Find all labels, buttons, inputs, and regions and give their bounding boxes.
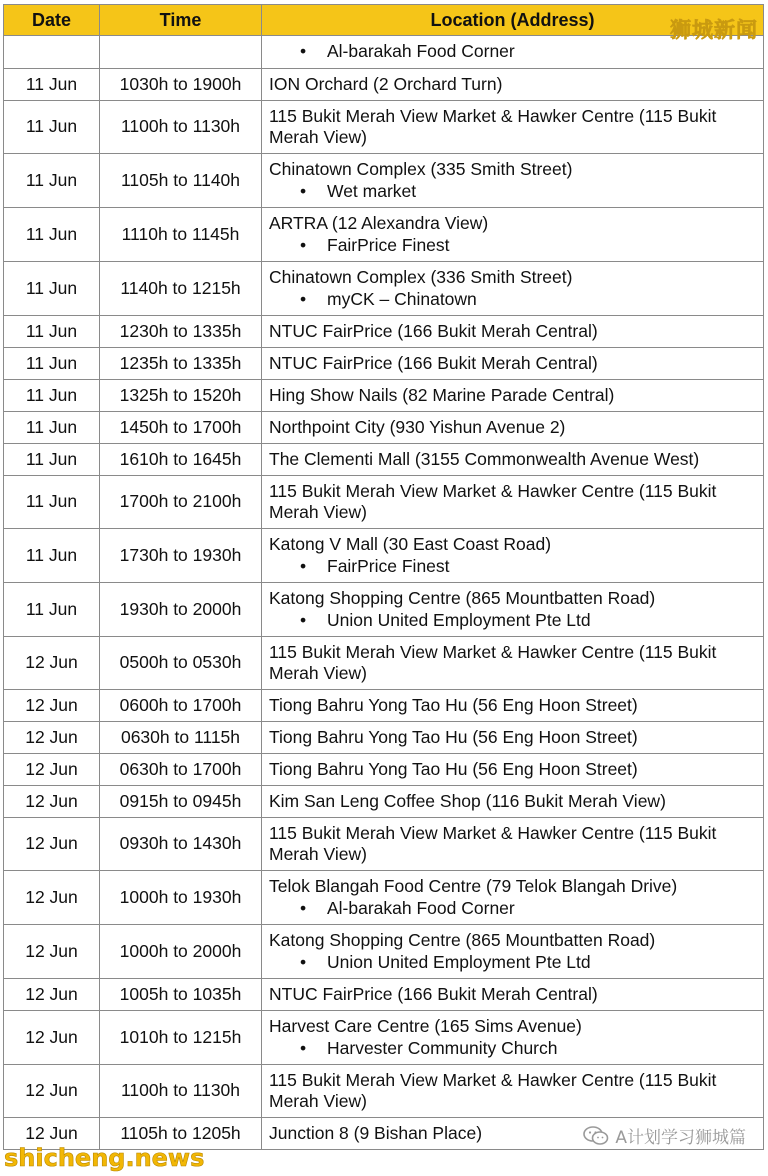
cell-time: 1010h to 1215h — [100, 1011, 262, 1065]
cell-location — [262, 69, 764, 101]
cell-date: 11 Jun — [4, 69, 100, 101]
cell-date: 11 Jun — [4, 444, 100, 476]
location-sub-bullet — [269, 235, 759, 257]
table-row — [4, 348, 764, 380]
table-row — [4, 979, 764, 1011]
table-row — [4, 690, 764, 722]
cell-date: 12 Jun — [4, 754, 100, 786]
table-row — [4, 786, 764, 818]
location-name: Harvest Care Centre (165 Sims Avenue) — [269, 1016, 582, 1036]
location-name: 115 Bukit Merah View Market & Hawker Centre (115 Bukit Merah View) — [269, 105, 717, 147]
location-name: Katong Shopping Centre (865 Mountbatten Road) — [269, 930, 656, 950]
cell-location — [262, 101, 764, 154]
location-sub-bullet — [269, 181, 759, 203]
location-name: NTUC FairPrice (166 Bukit Merah Central) — [269, 983, 598, 1004]
cell-time: 1730h to 1930h — [100, 529, 262, 583]
location-sub-label: Wet market — [327, 180, 417, 201]
cell-time: 0630h to 1115h — [100, 722, 262, 754]
cell-time: 1450h to 1700h — [100, 412, 262, 444]
location-sub-bullet — [269, 952, 759, 974]
cell-location — [262, 1065, 764, 1118]
location-sub-bullet — [269, 41, 759, 63]
location-name: 115 Bukit Merah View Market & Hawker Centre (115 Bukit Merah View) — [269, 480, 717, 522]
location-sub-label: Union United Employment Pte Ltd — [327, 609, 591, 630]
cell-date: 11 Jun — [4, 380, 100, 412]
watermark-bottom-right-text: A计划学习狮城篇 — [615, 1128, 746, 1148]
cell-date: 11 Jun — [4, 262, 100, 316]
table-row — [4, 871, 764, 925]
table-row — [4, 754, 764, 786]
cell-location — [262, 979, 764, 1011]
location-name: Junction 8 (9 Bishan Place) — [269, 1122, 483, 1143]
location-sub-bullet — [269, 556, 759, 578]
location-name: Tiong Bahru Yong Tao Hu (56 Eng Hoon Street) — [269, 726, 638, 747]
cell-date: 11 Jun — [4, 208, 100, 262]
cell-location — [262, 380, 764, 412]
table-header-row — [4, 5, 764, 36]
table-body — [4, 36, 764, 1150]
cell-location — [262, 818, 764, 871]
table-row — [4, 380, 764, 412]
table-row — [4, 722, 764, 754]
watermark-top-right: 狮城新闻 — [670, 18, 758, 42]
cell-location — [262, 786, 764, 818]
cell-date: 12 Jun — [4, 786, 100, 818]
cell-location — [262, 316, 764, 348]
cell-location — [262, 871, 764, 925]
cell-date: 12 Jun — [4, 925, 100, 979]
location-sub-bullet — [269, 898, 759, 920]
cell-location — [262, 262, 764, 316]
table-row — [4, 637, 764, 690]
cell-location — [262, 208, 764, 262]
wechat-icon — [583, 1126, 609, 1146]
cell-date: 12 Jun — [4, 690, 100, 722]
locations-table — [3, 4, 764, 1150]
cell-date: 11 Jun — [4, 348, 100, 380]
table-row — [4, 69, 764, 101]
cell-date — [4, 36, 100, 69]
table-row — [4, 412, 764, 444]
cell-location — [262, 348, 764, 380]
cell-time: 0600h to 1700h — [100, 690, 262, 722]
location-sub-label: FairPrice Finest — [327, 234, 450, 255]
cell-time: 1110h to 1145h — [100, 208, 262, 262]
location-sub-bullet — [269, 1038, 759, 1060]
location-sub-label: Harvester Community Church — [327, 1037, 558, 1058]
cell-time: 1930h to 2000h — [100, 583, 262, 637]
location-name: Chinatown Complex (335 Smith Street) — [269, 159, 573, 179]
cell-date: 12 Jun — [4, 637, 100, 690]
location-name: 115 Bukit Merah View Market & Hawker Centre (115 Bukit Merah View) — [269, 822, 717, 864]
header-time: Time — [100, 5, 262, 36]
cell-date: 11 Jun — [4, 583, 100, 637]
cell-time: 1105h to 1205h — [100, 1118, 262, 1150]
cell-time: 1100h to 1130h — [100, 101, 262, 154]
location-sub-label: myCK – Chinatown — [327, 288, 477, 309]
table-row — [4, 444, 764, 476]
cell-date: 12 Jun — [4, 1065, 100, 1118]
cell-date: 12 Jun — [4, 722, 100, 754]
location-name: NTUC FairPrice (166 Bukit Merah Central) — [269, 352, 598, 373]
cell-time: 0915h to 0945h — [100, 786, 262, 818]
table-row — [4, 36, 764, 69]
cell-date: 11 Jun — [4, 412, 100, 444]
location-sub-label: Union United Employment Pte Ltd — [327, 951, 591, 972]
location-sub-label: Al-barakah Food Corner — [327, 897, 515, 918]
table-row — [4, 818, 764, 871]
table-row — [4, 476, 764, 529]
location-name: Kim San Leng Coffee Shop (116 Bukit Merah View) — [269, 790, 666, 811]
watermark-bottom-right — [583, 1123, 746, 1148]
header-date: Date — [4, 5, 100, 36]
location-sub-bullet — [269, 289, 759, 311]
cell-date: 11 Jun — [4, 154, 100, 208]
cell-location — [262, 476, 764, 529]
cell-date: 12 Jun — [4, 1011, 100, 1065]
cell-time — [100, 36, 262, 69]
cell-date: 12 Jun — [4, 818, 100, 871]
cell-time: 1230h to 1335h — [100, 316, 262, 348]
cell-time: 0630h to 1700h — [100, 754, 262, 786]
location-name: Katong V Mall (30 East Coast Road) — [269, 534, 552, 554]
cell-date: 12 Jun — [4, 871, 100, 925]
location-name: Telok Blangah Food Centre (79 Telok Blangah Drive) — [269, 876, 678, 896]
table-row — [4, 925, 764, 979]
location-name: 115 Bukit Merah View Market & Hawker Centre (115 Bukit Merah View) — [269, 641, 717, 683]
cell-time: 1325h to 1520h — [100, 380, 262, 412]
cell-location — [262, 529, 764, 583]
cell-time: 1100h to 1130h — [100, 1065, 262, 1118]
cell-time: 1610h to 1645h — [100, 444, 262, 476]
cell-location — [262, 412, 764, 444]
cell-time: 1105h to 1140h — [100, 154, 262, 208]
location-name: Northpoint City (930 Yishun Avenue 2) — [269, 416, 566, 437]
cell-date: 11 Jun — [4, 529, 100, 583]
location-name: Katong Shopping Centre (865 Mountbatten Road) — [269, 588, 656, 608]
cell-date: 11 Jun — [4, 316, 100, 348]
cell-time: 1030h to 1900h — [100, 69, 262, 101]
location-name: The Clementi Mall (3155 Commonwealth Avenue West) — [269, 448, 700, 469]
location-sub-bullet — [269, 610, 759, 632]
table-row — [4, 1065, 764, 1118]
cell-time: 1005h to 1035h — [100, 979, 262, 1011]
table-row — [4, 101, 764, 154]
cell-location — [262, 583, 764, 637]
cell-time: 1000h to 1930h — [100, 871, 262, 925]
cell-date: 12 Jun — [4, 1118, 100, 1150]
table-row — [4, 583, 764, 637]
location-name: 115 Bukit Merah View Market & Hawker Centre (115 Bukit Merah View) — [269, 1069, 717, 1111]
location-name: Hing Show Nails (82 Marine Parade Central) — [269, 384, 615, 405]
cell-location — [262, 444, 764, 476]
cell-date: 11 Jun — [4, 476, 100, 529]
location-name: ARTRA (12 Alexandra View) — [269, 213, 489, 233]
table-row — [4, 154, 764, 208]
location-name: NTUC FairPrice (166 Bukit Merah Central) — [269, 320, 598, 341]
cell-location — [262, 690, 764, 722]
cell-date: 11 Jun — [4, 101, 100, 154]
location-name: Chinatown Complex (336 Smith Street) — [269, 267, 573, 287]
location-sub-label: Al-barakah Food Corner — [327, 41, 515, 62]
cell-location — [262, 754, 764, 786]
cell-time: 1235h to 1335h — [100, 348, 262, 380]
cell-location — [262, 925, 764, 979]
location-sub-label: FairPrice Finest — [327, 555, 450, 576]
table-row — [4, 1011, 764, 1065]
location-name: Tiong Bahru Yong Tao Hu (56 Eng Hoon Street) — [269, 758, 638, 779]
schedule-sheet — [3, 4, 763, 1150]
cell-location — [262, 637, 764, 690]
cell-time: 1700h to 2100h — [100, 476, 262, 529]
cell-time: 1140h to 1215h — [100, 262, 262, 316]
cell-date: 12 Jun — [4, 979, 100, 1011]
cell-time: 1000h to 2000h — [100, 925, 262, 979]
cell-time: 0930h to 1430h — [100, 818, 262, 871]
cell-time: 0500h to 0530h — [100, 637, 262, 690]
cell-location — [262, 154, 764, 208]
watermark-bottom-left: shicheng.news — [4, 1144, 205, 1172]
table-row — [4, 208, 764, 262]
cell-location — [262, 1011, 764, 1065]
table-row — [4, 316, 764, 348]
table-row — [4, 262, 764, 316]
location-name: Tiong Bahru Yong Tao Hu (56 Eng Hoon Street) — [269, 694, 638, 715]
location-name: ION Orchard (2 Orchard Turn) — [269, 73, 503, 94]
header-location: Location (Address) — [262, 5, 764, 36]
cell-location — [262, 722, 764, 754]
table-row — [4, 529, 764, 583]
